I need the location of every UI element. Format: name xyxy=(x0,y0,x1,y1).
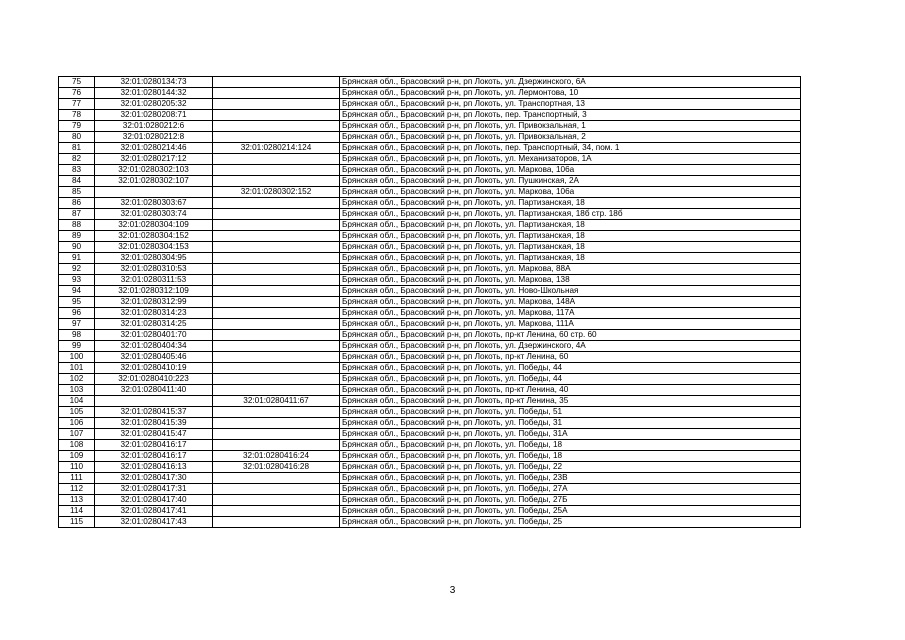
row-number-cell: 96 xyxy=(59,308,95,319)
table-row xyxy=(59,264,801,275)
cadastral-number-cell: 32:01:0280303:74 xyxy=(95,209,213,220)
related-cadastral-number-cell: 32:01:0280416:24 xyxy=(213,451,340,462)
address-cell: Брянская обл., Брасовский р-н, рп Локоть, ул. Маркова, 148А xyxy=(340,297,801,308)
related-cadastral-number-cell xyxy=(213,308,340,319)
related-cadastral-number-cell xyxy=(213,506,340,517)
table-row xyxy=(59,440,801,451)
table-row xyxy=(59,462,801,473)
related-cadastral-number-cell xyxy=(213,473,340,484)
row-number-cell: 97 xyxy=(59,319,95,330)
row-number-cell: 83 xyxy=(59,165,95,176)
table-row xyxy=(59,484,801,495)
cadastral-number-cell: 32:01:0280304:152 xyxy=(95,231,213,242)
cadastral-number-cell: 32:01:0280217:12 xyxy=(95,154,213,165)
table-row xyxy=(59,220,801,231)
table-row xyxy=(59,209,801,220)
address-cell: Брянская обл., Брасовский р-н, рп Локоть, ул. Транспортная, 13 xyxy=(340,99,801,110)
cadastral-number-cell: 32:01:0280417:41 xyxy=(95,506,213,517)
row-number-cell: 110 xyxy=(59,462,95,473)
related-cadastral-number-cell xyxy=(213,484,340,495)
address-cell: Брянская обл., Брасовский р-н, рп Локоть, ул. Маркова, 88А xyxy=(340,264,801,275)
cadastral-number-cell: 32:01:0280415:37 xyxy=(95,407,213,418)
related-cadastral-number-cell xyxy=(213,99,340,110)
row-number-cell: 88 xyxy=(59,220,95,231)
related-cadastral-number-cell xyxy=(213,418,340,429)
table-row xyxy=(59,121,801,132)
related-cadastral-number-cell xyxy=(213,385,340,396)
cadastral-number-cell: 32:01:0280410:19 xyxy=(95,363,213,374)
table-row xyxy=(59,407,801,418)
address-cell: Брянская обл., Брасовский р-н, рп Локоть, ул. Партизанская, 18 xyxy=(340,231,801,242)
property-table-body xyxy=(59,77,801,528)
property-table xyxy=(58,76,801,528)
row-number-cell: 75 xyxy=(59,77,95,88)
related-cadastral-number-cell xyxy=(213,275,340,286)
cadastral-number-cell: 32:01:0280208:71 xyxy=(95,110,213,121)
table-row xyxy=(59,330,801,341)
related-cadastral-number-cell xyxy=(213,407,340,418)
cadastral-number-cell: 32:01:0280405:46 xyxy=(95,352,213,363)
table-row xyxy=(59,187,801,198)
address-cell: Брянская обл., Брасовский р-н, рп Локоть, ул. Партизанская, 18 xyxy=(340,242,801,253)
table-row xyxy=(59,77,801,88)
related-cadastral-number-cell xyxy=(213,319,340,330)
cadastral-number-cell: 32:01:0280416:13 xyxy=(95,462,213,473)
related-cadastral-number-cell xyxy=(213,132,340,143)
related-cadastral-number-cell xyxy=(213,429,340,440)
cadastral-number-cell: 32:01:0280401:70 xyxy=(95,330,213,341)
related-cadastral-number-cell xyxy=(213,495,340,506)
row-number-cell: 78 xyxy=(59,110,95,121)
row-number-cell: 102 xyxy=(59,374,95,385)
cadastral-number-cell: 32:01:0280212:6 xyxy=(95,121,213,132)
related-cadastral-number-cell xyxy=(213,341,340,352)
table-row xyxy=(59,275,801,286)
row-number-cell: 92 xyxy=(59,264,95,275)
table-row xyxy=(59,143,801,154)
table-row xyxy=(59,451,801,462)
cadastral-number-cell: 32:01:0280415:39 xyxy=(95,418,213,429)
row-number-cell: 95 xyxy=(59,297,95,308)
cadastral-number-cell: 32:01:0280310:53 xyxy=(95,264,213,275)
address-cell: Брянская обл., Брасовский р-н, рп Локоть, ул. Маркова, 117А xyxy=(340,308,801,319)
cadastral-number-cell: 32:01:0280214:46 xyxy=(95,143,213,154)
cadastral-number-cell: 32:01:0280314:23 xyxy=(95,308,213,319)
row-number-cell: 103 xyxy=(59,385,95,396)
related-cadastral-number-cell: 32:01:0280411:67 xyxy=(213,396,340,407)
related-cadastral-number-cell xyxy=(213,330,340,341)
cadastral-number-cell: 32:01:0280312:109 xyxy=(95,286,213,297)
cadastral-number-cell: 32:01:0280312:99 xyxy=(95,297,213,308)
cadastral-number-cell: 32:01:0280416:17 xyxy=(95,440,213,451)
row-number-cell: 105 xyxy=(59,407,95,418)
address-cell: Брянская обл., Брасовский р-н, рп Локоть, ул. Маркова, 138 xyxy=(340,275,801,286)
address-cell: Брянская обл., Брасовский р-н, рп Локоть, ул. Партизанская, 18 xyxy=(340,253,801,264)
address-cell: Брянская обл., Брасовский р-н, рп Локоть, ул. Маркова, 106а xyxy=(340,187,801,198)
related-cadastral-number-cell xyxy=(213,77,340,88)
address-cell: Брянская обл., Брасовский р-н, рп Локоть, ул. Партизанская, 18 xyxy=(340,198,801,209)
address-cell: Брянская обл., Брасовский р-н, рп Локоть, ул. Победы, 25А xyxy=(340,506,801,517)
address-cell: Брянская обл., Брасовский р-н, рп Локоть, ул. Победы, 27А xyxy=(340,484,801,495)
cadastral-number-cell: 32:01:0280304:95 xyxy=(95,253,213,264)
table-row xyxy=(59,429,801,440)
related-cadastral-number-cell xyxy=(213,297,340,308)
cadastral-number-cell: 32:01:0280311:53 xyxy=(95,275,213,286)
table-row xyxy=(59,396,801,407)
row-number-cell: 106 xyxy=(59,418,95,429)
address-cell: Брянская обл., Брасовский р-н, рп Локоть, ул. Победы, 22 xyxy=(340,462,801,473)
address-cell: Брянская обл., Брасовский р-н, рп Локоть, ул. Партизанская, 18 xyxy=(340,220,801,231)
row-number-cell: 91 xyxy=(59,253,95,264)
cadastral-number-cell: 32:01:0280302:107 xyxy=(95,176,213,187)
table-row xyxy=(59,319,801,330)
address-cell: Брянская обл., Брасовский р-н, рп Локоть, ул. Привокзальная, 1 xyxy=(340,121,801,132)
row-number-cell: 85 xyxy=(59,187,95,198)
cadastral-number-cell: 32:01:0280144:32 xyxy=(95,88,213,99)
address-cell: Брянская обл., Брасовский р-н, рп Локоть, пер. Транспортный, 34, пом. 1 xyxy=(340,143,801,154)
row-number-cell: 100 xyxy=(59,352,95,363)
row-number-cell: 87 xyxy=(59,209,95,220)
address-cell: Брянская обл., Брасовский р-н, рп Локоть, ул. Привокзальная, 2 xyxy=(340,132,801,143)
table-row xyxy=(59,418,801,429)
related-cadastral-number-cell xyxy=(213,363,340,374)
table-row xyxy=(59,374,801,385)
cadastral-number-cell: 32:01:0280303:67 xyxy=(95,198,213,209)
address-cell: Брянская обл., Брасовский р-н, рп Локоть, ул. Победы, 23В xyxy=(340,473,801,484)
table-row xyxy=(59,99,801,110)
row-number-cell: 112 xyxy=(59,484,95,495)
row-number-cell: 101 xyxy=(59,363,95,374)
address-cell: Брянская обл., Брасовский р-н, рп Локоть, пер. Транспортный, 3 xyxy=(340,110,801,121)
related-cadastral-number-cell: 32:01:0280214:124 xyxy=(213,143,340,154)
cadastral-number-cell: 32:01:0280304:153 xyxy=(95,242,213,253)
row-number-cell: 84 xyxy=(59,176,95,187)
address-cell: Брянская обл., Брасовский р-н, рп Локоть, ул. Дзержинского, 6А xyxy=(340,77,801,88)
table-row xyxy=(59,352,801,363)
address-cell: Брянская обл., Брасовский р-н, рп Локоть, ул. Победы, 44 xyxy=(340,363,801,374)
address-cell: Брянская обл., Брасовский р-н, рп Локоть, ул. Партизанская, 18б стр. 18б xyxy=(340,209,801,220)
row-number-cell: 99 xyxy=(59,341,95,352)
table-row xyxy=(59,253,801,264)
related-cadastral-number-cell xyxy=(213,209,340,220)
address-cell: Брянская обл., Брасовский р-н, рп Локоть, пр-кт Ленина, 40 xyxy=(340,385,801,396)
cadastral-number-cell: 32:01:0280415:47 xyxy=(95,429,213,440)
address-cell: Брянская обл., Брасовский р-н, рп Локоть, ул. Победы, 18 xyxy=(340,440,801,451)
related-cadastral-number-cell xyxy=(213,220,340,231)
related-cadastral-number-cell xyxy=(213,110,340,121)
cadastral-number-cell xyxy=(95,187,213,198)
address-cell: Брянская обл., Брасовский р-н, рп Локоть, ул. Победы, 27Б xyxy=(340,495,801,506)
row-number-cell: 107 xyxy=(59,429,95,440)
cadastral-number-cell: 32:01:0280411:40 xyxy=(95,385,213,396)
table-row xyxy=(59,495,801,506)
table-row xyxy=(59,176,801,187)
cadastral-number-cell xyxy=(95,396,213,407)
related-cadastral-number-cell xyxy=(213,253,340,264)
cadastral-number-cell: 32:01:0280417:40 xyxy=(95,495,213,506)
table-row xyxy=(59,88,801,99)
address-cell: Брянская обл., Брасовский р-н, рп Локоть, пр-кт Ленина, 60 xyxy=(340,352,801,363)
related-cadastral-number-cell xyxy=(213,352,340,363)
table-row xyxy=(59,110,801,121)
related-cadastral-number-cell xyxy=(213,440,340,451)
address-cell: Брянская обл., Брасовский р-н, рп Локоть, ул. Победы, 18 xyxy=(340,451,801,462)
related-cadastral-number-cell xyxy=(213,154,340,165)
row-number-cell: 93 xyxy=(59,275,95,286)
related-cadastral-number-cell xyxy=(213,517,340,528)
row-number-cell: 89 xyxy=(59,231,95,242)
cadastral-number-cell: 32:01:0280416:17 xyxy=(95,451,213,462)
table-row xyxy=(59,297,801,308)
cadastral-number-cell: 32:01:0280417:43 xyxy=(95,517,213,528)
table-row xyxy=(59,154,801,165)
row-number-cell: 77 xyxy=(59,99,95,110)
address-cell: Брянская обл., Брасовский р-н, рп Локоть, ул. Победы, 44 xyxy=(340,374,801,385)
related-cadastral-number-cell xyxy=(213,165,340,176)
related-cadastral-number-cell xyxy=(213,264,340,275)
address-cell: Брянская обл., Брасовский р-н, рп Локоть, ул. Пушкинская, 2А xyxy=(340,176,801,187)
cadastral-number-cell: 32:01:0280302:103 xyxy=(95,165,213,176)
row-number-cell: 90 xyxy=(59,242,95,253)
cadastral-number-cell: 32:01:0280212:8 xyxy=(95,132,213,143)
row-number-cell: 108 xyxy=(59,440,95,451)
cadastral-number-cell: 32:01:0280410:223 xyxy=(95,374,213,385)
row-number-cell: 79 xyxy=(59,121,95,132)
table-row xyxy=(59,165,801,176)
row-number-cell: 81 xyxy=(59,143,95,154)
table-row xyxy=(59,385,801,396)
table-row xyxy=(59,341,801,352)
table-row xyxy=(59,308,801,319)
row-number-cell: 109 xyxy=(59,451,95,462)
cadastral-number-cell: 32:01:0280404:34 xyxy=(95,341,213,352)
row-number-cell: 115 xyxy=(59,517,95,528)
address-cell: Брянская обл., Брасовский р-н, рп Локоть, ул. Победы, 31А xyxy=(340,429,801,440)
row-number-cell: 104 xyxy=(59,396,95,407)
table-row xyxy=(59,286,801,297)
row-number-cell: 80 xyxy=(59,132,95,143)
related-cadastral-number-cell xyxy=(213,231,340,242)
related-cadastral-number-cell xyxy=(213,176,340,187)
row-number-cell: 113 xyxy=(59,495,95,506)
page-number: 3 xyxy=(449,585,456,596)
table-row xyxy=(59,132,801,143)
table-row xyxy=(59,363,801,374)
related-cadastral-number-cell xyxy=(213,286,340,297)
table-row xyxy=(59,473,801,484)
related-cadastral-number-cell xyxy=(213,374,340,385)
related-cadastral-number-cell xyxy=(213,88,340,99)
related-cadastral-number-cell xyxy=(213,198,340,209)
address-cell: Брянская обл., Брасовский р-н, рп Локоть, пр-кт Ленина, 60 стр. 60 xyxy=(340,330,801,341)
address-cell: Брянская обл., Брасовский р-н, рп Локоть, пр-кт Ленина, 35 xyxy=(340,396,801,407)
address-cell: Брянская обл., Брасовский р-н, рп Локоть, ул. Дзержинского, 4А xyxy=(340,341,801,352)
cadastral-number-cell: 32:01:0280314:25 xyxy=(95,319,213,330)
cadastral-number-cell: 32:01:0280417:30 xyxy=(95,473,213,484)
address-cell: Брянская обл., Брасовский р-н, рп Локоть, ул. Победы, 51 xyxy=(340,407,801,418)
table-row xyxy=(59,242,801,253)
cadastral-number-cell: 32:01:0280304:109 xyxy=(95,220,213,231)
table-row xyxy=(59,231,801,242)
table-row xyxy=(59,198,801,209)
address-cell: Брянская обл., Брасовский р-н, рп Локоть, ул. Победы, 31 xyxy=(340,418,801,429)
table-row xyxy=(59,517,801,528)
address-cell: Брянская обл., Брасовский р-н, рп Локоть, ул. Маркова, 106а xyxy=(340,165,801,176)
row-number-cell: 76 xyxy=(59,88,95,99)
address-cell: Брянская обл., Брасовский р-н, рп Локоть, ул. Победы, 25 xyxy=(340,517,801,528)
related-cadastral-number-cell: 32:01:0280416:28 xyxy=(213,462,340,473)
cadastral-number-cell: 32:01:0280205:32 xyxy=(95,99,213,110)
address-cell: Брянская обл., Брасовский р-н, рп Локоть, ул. Механизаторов, 1А xyxy=(340,154,801,165)
related-cadastral-number-cell: 32:01:0280302:152 xyxy=(213,187,340,198)
row-number-cell: 86 xyxy=(59,198,95,209)
cadastral-number-cell: 32:01:0280134:73 xyxy=(95,77,213,88)
row-number-cell: 114 xyxy=(59,506,95,517)
address-cell: Брянская обл., Брасовский р-н, рп Локоть, ул. Маркова, 111А xyxy=(340,319,801,330)
related-cadastral-number-cell xyxy=(213,242,340,253)
address-cell: Брянская обл., Брасовский р-н, рп Локоть, ул. Лермонтова, 10 xyxy=(340,88,801,99)
table-row xyxy=(59,506,801,517)
row-number-cell: 98 xyxy=(59,330,95,341)
cadastral-number-cell: 32:01:0280417:31 xyxy=(95,484,213,495)
row-number-cell: 111 xyxy=(59,473,95,484)
related-cadastral-number-cell xyxy=(213,121,340,132)
row-number-cell: 94 xyxy=(59,286,95,297)
row-number-cell: 82 xyxy=(59,154,95,165)
address-cell: Брянская обл., Брасовский р-н, рп Локоть, ул. Ново-Школьная xyxy=(340,286,801,297)
